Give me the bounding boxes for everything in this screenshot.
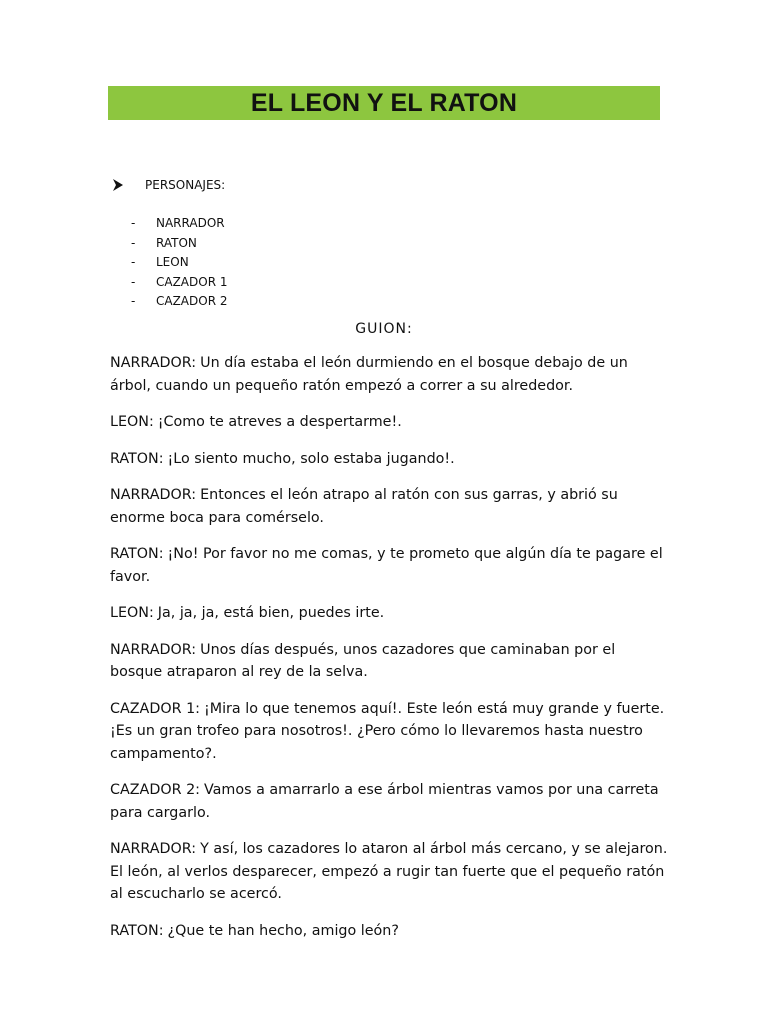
list-dash: - bbox=[131, 216, 136, 230]
dialogue-text: ¡Mira lo que tenemos aquí!. Este león está muy grande y fuerte. ¡Es un gran trofeo para nosotros!. ¿Pero cómo lo llevaremos hasta nuestro campamento?. bbox=[110, 700, 665, 762]
script-line bbox=[110, 698, 670, 766]
list-item bbox=[131, 234, 228, 254]
speaker-name: LEON: bbox=[110, 605, 154, 621]
script-line bbox=[110, 411, 670, 434]
dialogue-text: Un día estaba el león durmiendo en el bosque debajo de un árbol, cuando un pequeño ratón empezó a correr a su alrededor. bbox=[110, 355, 628, 394]
script-body bbox=[110, 352, 670, 956]
arrow-bullet-icon bbox=[113, 179, 123, 191]
script-line bbox=[110, 920, 670, 943]
list-dash: - bbox=[131, 255, 136, 270]
characters-list bbox=[131, 214, 228, 312]
speaker-name: RATON: bbox=[110, 546, 164, 562]
speaker-name: RATON: bbox=[110, 922, 164, 939]
dialogue-text: ¿Que te han hecho, amigo león? bbox=[167, 922, 399, 939]
speaker-name: CAZADOR 2: bbox=[110, 782, 200, 798]
characters-heading: PERSONAJES: bbox=[145, 178, 226, 192]
list-item bbox=[131, 273, 228, 293]
speaker-name: CAZADOR 1: bbox=[110, 700, 200, 717]
script-line bbox=[110, 838, 670, 906]
speaker-name: NARRADOR: bbox=[110, 641, 197, 658]
script-line bbox=[110, 639, 670, 684]
script-line bbox=[110, 779, 670, 824]
list-item bbox=[131, 214, 228, 234]
dialogue-text: ¡Lo siento mucho, solo estaba jugando!. bbox=[167, 450, 455, 467]
list-dash: - bbox=[131, 235, 136, 250]
character-name: NARRADOR bbox=[156, 216, 225, 230]
dialogue-text: ¡Como te atreves a despertarme!. bbox=[157, 414, 402, 430]
dialogue-text: Y así, los cazadores lo ataron al árbol más cercano, y se alejaron. El león, al verlos desparecer, empezó a rugir tan fuerte que el pequeño ratón al escucharlo se acercó. bbox=[110, 841, 668, 902]
speaker-name: LEON: bbox=[110, 414, 154, 430]
title-banner bbox=[108, 86, 660, 120]
character-name: LEON bbox=[156, 255, 189, 270]
dialogue-text: Unos días después, unos cazadores que caminaban por el bosque atraparon al rey de la selva. bbox=[110, 641, 616, 680]
speaker-name: NARRADOR: bbox=[110, 355, 197, 371]
dialogue-text: Vamos a amarrarlo a ese árbol mientras vamos por una carreta para cargarlo. bbox=[110, 782, 659, 821]
dialogue-text: Entonces el león atrapo al ratón con sus garras, y abrió su enorme boca para comérselo. bbox=[110, 487, 618, 526]
script-heading: GUION: bbox=[355, 321, 413, 337]
characters-section-header bbox=[113, 178, 225, 192]
list-item bbox=[131, 292, 228, 312]
script-line bbox=[110, 448, 670, 471]
dialogue-text: ¡No! Por favor no me comas, y te prometo que algún día te pagare el favor. bbox=[110, 546, 663, 585]
list-dash: - bbox=[131, 274, 136, 289]
speaker-name: RATON: bbox=[110, 450, 164, 467]
speaker-name: NARRADOR: bbox=[110, 487, 197, 503]
document-title: EL LEON Y EL RATON bbox=[250, 88, 518, 117]
list-dash: - bbox=[131, 294, 136, 309]
character-name: CAZADOR 2 bbox=[156, 294, 228, 309]
script-line bbox=[110, 484, 670, 529]
script-line bbox=[110, 352, 670, 397]
dialogue-text: Ja, ja, ja, está bien, puedes irte. bbox=[157, 605, 385, 621]
speaker-name: NARRADOR: bbox=[110, 841, 197, 857]
list-item bbox=[131, 253, 228, 273]
character-name: CAZADOR 1 bbox=[156, 274, 228, 289]
character-name: RATON bbox=[156, 235, 197, 250]
script-line bbox=[110, 602, 670, 625]
script-line bbox=[110, 543, 670, 588]
